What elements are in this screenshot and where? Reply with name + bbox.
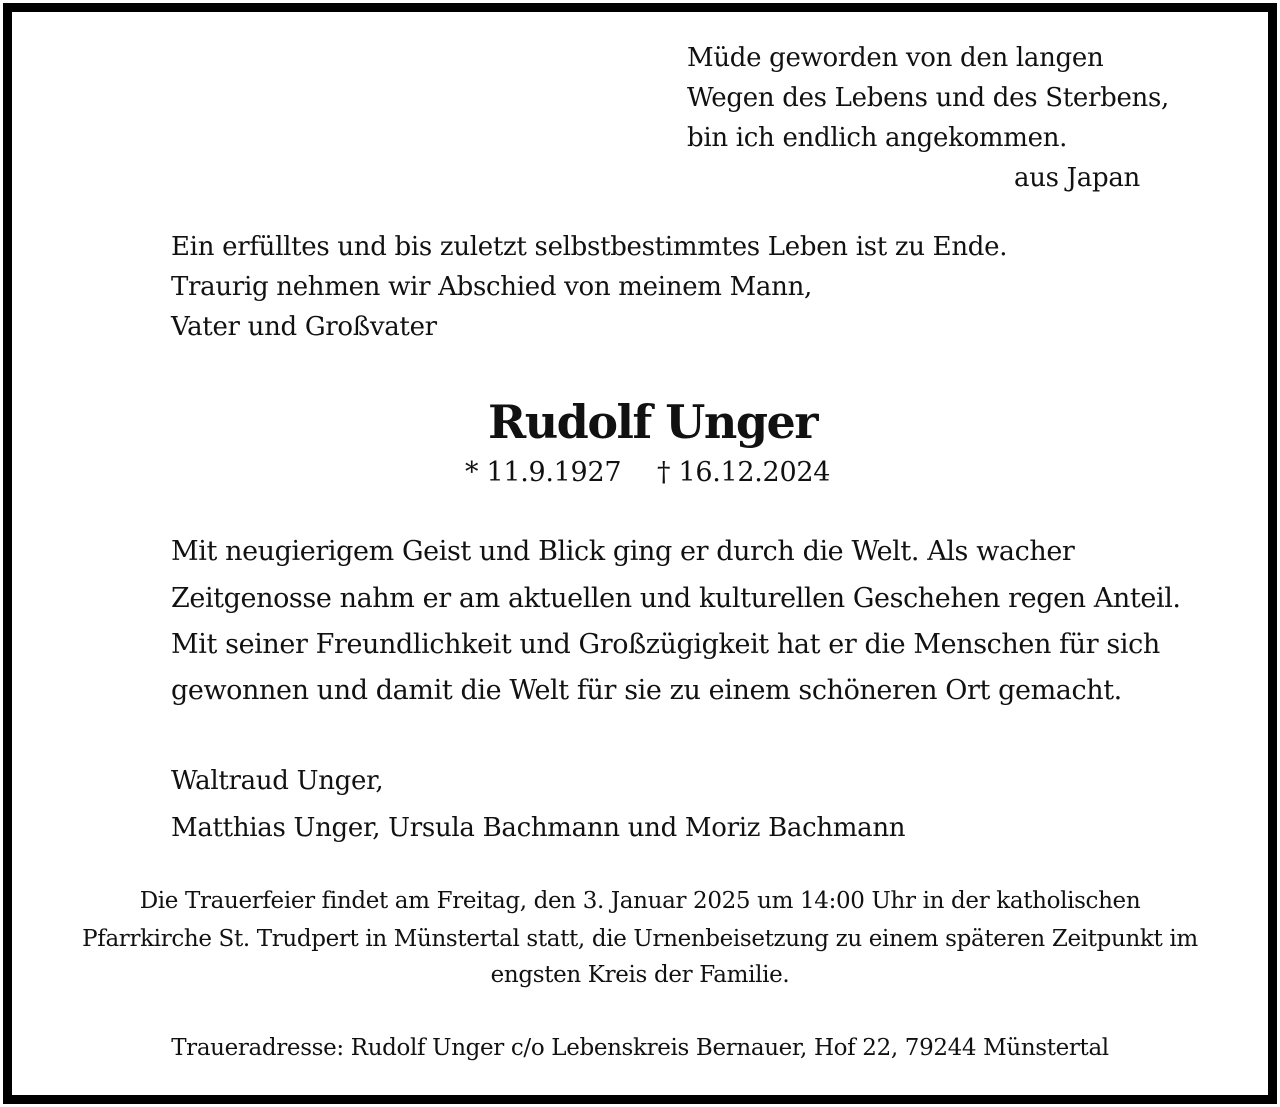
- tribute-line: Zeitgenosse nahm er am aktuellen und kulturellen Geschehen regen Anteil.: [171, 583, 1181, 614]
- tribute-line: Mit neugierigem Geist und Blick ging er durch die Welt. Als wacher: [171, 536, 1075, 567]
- motto-line: bin ich endlich angekommen.: [687, 123, 1068, 153]
- tribute-line: gewonnen und damit die Welt für sie zu einem schöneren Ort gemacht.: [171, 675, 1122, 706]
- funeral-line: engsten Kreis der Familie.: [490, 962, 790, 988]
- birth-date: * 11.9.1927: [465, 457, 622, 488]
- mourner-line: Waltraud Unger,: [171, 766, 384, 796]
- motto-line: Müde geworden von den langen: [687, 43, 1104, 73]
- intro-line: Traurig nehmen wir Abschied von meinem Mann,: [171, 272, 812, 302]
- deceased-name: Rudolf Unger: [487, 395, 818, 449]
- death-date: † 16.12.2024: [657, 457, 831, 488]
- funeral-line: Die Trauerfeier findet am Freitag, den 3. Januar 2025 um 14:00 Uhr in der katholischen: [139, 888, 1141, 914]
- mourning-address: Traueradresse: Rudolf Unger c/o Lebenskreis Bernauer, Hof 22, 79244 Münstertal: [171, 1035, 1109, 1061]
- intro-line: Vater und Großvater: [171, 312, 437, 342]
- mourner-line: Matthias Unger, Ursula Bachmann und Moriz Bachmann: [171, 813, 906, 843]
- motto-line: Wegen des Lebens und des Sterbens,: [687, 83, 1169, 113]
- intro-line: Ein erfülltes und bis zuletzt selbstbestimmtes Leben ist zu Ende.: [171, 232, 1008, 262]
- tribute-line: Mit seiner Freundlichkeit und Großzügigkeit hat er die Menschen für sich: [171, 629, 1160, 660]
- funeral-line: Pfarrkirche St. Trudpert in Münstertal statt, die Urnenbeisetzung zu einem späteren Zeitpunkt im: [82, 926, 1198, 952]
- motto-source: aus Japan: [1014, 163, 1140, 193]
